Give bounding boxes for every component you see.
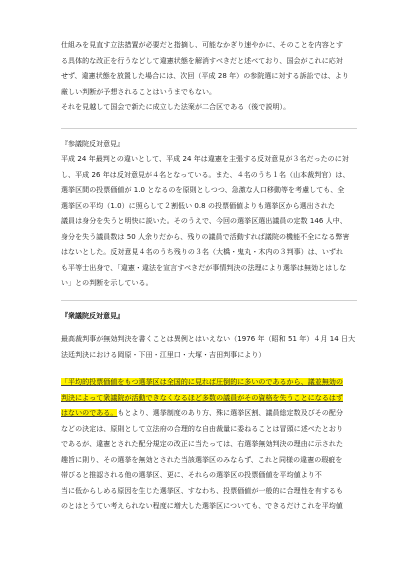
text-line: のとはとうてい考えられない程度に増大した選挙区についても、できるだけこれを平均値 xyxy=(61,502,343,510)
text-line: 厳しい判断が予想されることはいうまでもない。 xyxy=(61,87,217,96)
text-line: 仕組みを見直す立法措置が必要だと指摘し、可能なかぎり速やかに、そのことを内容とす xyxy=(61,41,343,49)
text-line: せず、違憲状態を放置した場合には、次回（平成 28 年）の参院選に対する訴訟では、より xyxy=(61,72,349,80)
text-line: 身分を失う議員数は 50 人余りだから、残りの議員で活動すれば議院の機能不全になる弊害 xyxy=(61,232,350,241)
document-page xyxy=(61,38,357,515)
text-line: それを見越して国会で新たに成立した法案が二合区である（後で説明）。 xyxy=(61,103,291,111)
text-line: 平成 24 年最判との違いとして、平成 24 年は違憲を主張する反対意見が３名だったのに対 xyxy=(61,155,349,163)
text-line xyxy=(61,391,357,407)
text-line: 帯びると推認される他の選挙区、更に、それらの選挙区の投票価値を平均値より不 xyxy=(61,471,322,479)
section-2-body xyxy=(61,332,357,363)
text-fragment: もとより、選挙制度のあり方、殊に選挙区割、議員総定数及びその配分 xyxy=(117,409,344,417)
text-line: 議員は身分を失うと明快に説いた。そのうえで、今回の選挙区選出議員の定数 146 人中、 xyxy=(61,217,347,225)
quote-block xyxy=(61,375,357,515)
text-line: 選挙区の平均（1.0）に照らして２割低い 0.8 の投票価値よりも選挙区から選出された xyxy=(61,201,335,210)
text-line: も平等士出身で、「違憲・違法を宣言すべきだが事情判決の法理により選挙は無効とはしな xyxy=(61,263,347,272)
section-heading-shugiin: 『衆議院反対意見』 xyxy=(61,311,124,320)
text-line: 選挙区間の投票価値が 1.0 となるのを原則としつつ、急激な人口移動等を考慮しても、全 xyxy=(61,186,345,194)
text-line: い」との判断を示している。 xyxy=(61,279,153,287)
section-1-body xyxy=(61,152,357,292)
text-line: などの決定は、原則として立法府の合理的な自由裁量に委ねることは冒頭に述べたとおり xyxy=(61,424,343,433)
text-line xyxy=(61,406,357,422)
paragraph-1 xyxy=(61,38,357,116)
highlighted-text: 判決によって衆議院が活動できなくなるほど多数の議員がその資格を失うことになるはず xyxy=(61,393,343,402)
text-line: 趣旨に則り、その選挙を無効とされた当該選挙区のみならず、これと同様の違憲の瑕疵を xyxy=(61,455,343,464)
text-line: 当に低からしめる原因を生じた選挙区、すなわち、投票価値が一般的に合理性を有するも xyxy=(61,486,343,495)
text-line: し、平成 26 年は反対意見が４名となっている。また、４名のうち１名（山本裁判官）は、 xyxy=(61,170,350,179)
text-line: 最高裁判事が無効判決を書くことは異例とはいえない（1976 年（昭和 51 年）４月 14 日大 xyxy=(61,335,356,343)
text-line: であるが、違憲とされた配分規定の改正に当たっては、右選挙無効判決の理由に示された xyxy=(61,440,343,448)
text-line xyxy=(61,375,357,391)
highlighted-text: 「平均的投票価値をもつ選挙区は全国的に見れば圧倒的に多いのであるから、議並無効の xyxy=(61,378,343,386)
text-line: はないとした。反対意見４名のうち残りの３名（大橋・鬼丸・木内の３判事）は、いずれ xyxy=(61,248,343,256)
text-line: る具体的な改正を行うなどして違憲状態を解消すべきだと述べており、国会がこれに応対 xyxy=(61,56,343,65)
text-line: 法廷判決における岡原・下田・江里口・大塚・吉田判事により） xyxy=(61,350,266,359)
section-heading-sangiin: 『参議院反対意見』 xyxy=(61,139,124,148)
highlighted-text: はないのである。 xyxy=(61,409,118,417)
